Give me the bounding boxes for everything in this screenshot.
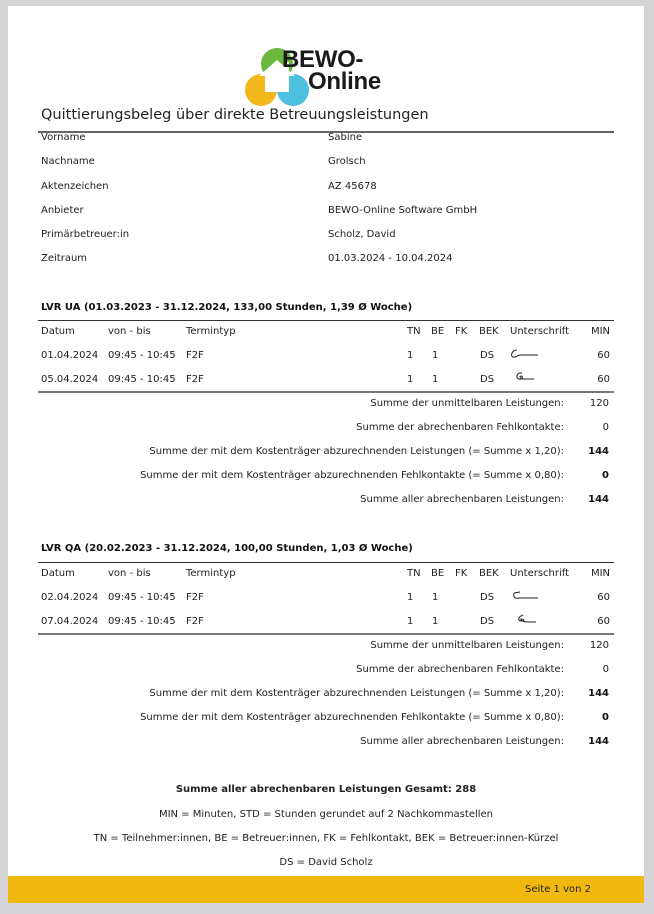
sum-value: 144: [588, 736, 609, 747]
col-termintyp: Termintyp: [186, 568, 236, 579]
sum-label: Summe der abrechenbaren Fehlkontakte:: [356, 422, 564, 433]
cell-be: 1: [432, 592, 439, 603]
sum-label: Summe der mit dem Kostenträger abzurechnenden Leistungen (= Summe x 1,20):: [149, 688, 564, 699]
info-label-zeitraum: Zeitraum: [41, 253, 88, 264]
cell-tn: 1: [407, 350, 414, 361]
cell-min: 60: [597, 350, 610, 361]
col-datum: Datum: [41, 326, 75, 337]
sum-label: Summe aller abrechenbaren Leistungen:: [360, 736, 564, 747]
col-bek: BEK: [479, 326, 499, 337]
logo-line1: BEWO-: [282, 46, 364, 73]
cell-bek: DS: [480, 374, 495, 385]
info-label-nachname: Nachname: [41, 156, 95, 167]
col-termintyp: Termintyp: [186, 326, 236, 337]
cell-bek: DS: [480, 616, 495, 627]
sum-label: Summe der unmittelbaren Leistungen:: [370, 640, 564, 651]
sum-value: 0: [602, 470, 609, 481]
info-value-nachname: Grolsch: [328, 156, 366, 167]
sum-label: Summe der unmittelbaren Leistungen:: [370, 398, 564, 409]
cell-von-bis: 09:45 - 10:45: [108, 592, 176, 603]
sum-value: 0: [602, 422, 609, 433]
cell-min: 60: [597, 616, 610, 627]
sum-value: 144: [588, 494, 609, 505]
col-be: BE: [431, 568, 445, 579]
cell-von-bis: 09:45 - 10:45: [108, 374, 176, 385]
cell-von-bis: 09:45 - 10:45: [108, 350, 176, 361]
col-fk: FK: [455, 568, 468, 579]
sum-value: 144: [588, 446, 609, 457]
signature-image: [512, 370, 548, 384]
info-value-vorname: Sabine: [328, 132, 363, 143]
sum-value: 0: [602, 664, 609, 675]
cell-datum: 05.04.2024: [41, 374, 99, 385]
info-value-primaerbetreuer: Scholz, David: [328, 229, 396, 240]
sum-value: 120: [589, 398, 609, 409]
signature-image: [514, 612, 550, 626]
cell-datum: 02.04.2024: [41, 592, 99, 603]
logo-wordmark: [282, 46, 381, 95]
col-tn: TN: [407, 326, 421, 337]
col-min: MIN: [590, 326, 610, 337]
col-von-bis: von - bis: [108, 326, 151, 337]
logo-line2: Online: [308, 68, 381, 95]
cell-datum: 07.04.2024: [41, 616, 99, 627]
info-value-anbieter: BEWO-Online Software GmbH: [328, 205, 478, 216]
cell-be: 1: [432, 374, 439, 385]
info-label-aktenzeichen: Aktenzeichen: [41, 181, 109, 192]
col-unterschrift: Unterschrift: [510, 568, 570, 579]
cell-von-bis: 09:45 - 10:45: [108, 616, 176, 627]
cell-termintyp: F2F: [186, 616, 204, 627]
page-footer: [8, 876, 644, 903]
signature-image: [508, 347, 544, 361]
cell-be: 1: [432, 616, 439, 627]
cell-min: 60: [597, 592, 610, 603]
sum-value: 144: [588, 688, 609, 699]
sum-value: 120: [589, 640, 609, 651]
cell-bek: DS: [480, 592, 495, 603]
grand-total: Summe aller abrechenbaren Leistungen Gesamt: 288: [175, 784, 477, 795]
info-value-zeitraum: 01.03.2024 - 10.04.2024: [328, 253, 453, 264]
legend-line-3: DS = David Scholz: [279, 857, 373, 868]
sum-label: Summe aller abrechenbaren Leistungen:: [360, 494, 564, 505]
sum-label: Summe der mit dem Kostenträger abzurechnenden Leistungen (= Summe x 1,20):: [149, 446, 564, 457]
col-datum: Datum: [41, 568, 75, 579]
cell-tn: 1: [407, 592, 414, 603]
col-bek: BEK: [479, 568, 499, 579]
section-title: LVR UA (01.03.2023 - 31.12.2024, 133,00 Stunden, 1,39 Ø Woche): [41, 302, 413, 313]
col-unterschrift: Unterschrift: [510, 326, 570, 337]
cell-min: 60: [597, 374, 610, 385]
cell-datum: 01.04.2024: [41, 350, 99, 361]
info-label-anbieter: Anbieter: [41, 205, 84, 216]
sum-value: 0: [602, 712, 609, 723]
info-value-aktenzeichen: AZ 45678: [328, 181, 377, 192]
table-bottom-divider: [38, 391, 614, 393]
sum-label: Summe der mit dem Kostenträger abzurechnenden Fehlkontakte (= Summe x 0,80):: [140, 470, 564, 481]
document-title: Quittierungsbeleg über direkte Betreuungsleistungen: [41, 107, 429, 123]
sum-label: Summe der mit dem Kostenträger abzurechnenden Fehlkontakte (= Summe x 0,80):: [140, 712, 564, 723]
legend-line-1: MIN = Minuten, STD = Stunden gerundet auf 2 Nachkommastellen: [158, 809, 494, 820]
page-number: Seite 1 von 2: [525, 884, 591, 895]
section-divider: [38, 562, 614, 563]
col-tn: TN: [407, 568, 421, 579]
cell-bek: DS: [480, 350, 495, 361]
section-divider: [38, 320, 614, 321]
section-title: LVR QA (20.02.2023 - 31.12.2024, 100,00 Stunden, 1,03 Ø Woche): [41, 543, 413, 554]
col-fk: FK: [455, 326, 468, 337]
cell-be: 1: [432, 350, 439, 361]
legend-line-2: TN = Teilnehmer:innen, BE = Betreuer:innen, FK = Fehlkontakt, BEK = Betreuer:innen-Kürzel: [93, 833, 559, 844]
col-be: BE: [431, 326, 445, 337]
info-label-primaerbetreuer: Primärbetreuer:in: [41, 229, 130, 240]
col-min: MIN: [590, 568, 610, 579]
document-page: [8, 6, 644, 903]
cell-termintyp: F2F: [186, 350, 204, 361]
table-bottom-divider: [38, 633, 614, 635]
signature-image: [510, 589, 546, 603]
title-divider: [38, 131, 614, 133]
cell-termintyp: F2F: [186, 374, 204, 385]
cell-tn: 1: [407, 616, 414, 627]
sum-label: Summe der abrechenbaren Fehlkontakte:: [356, 664, 564, 675]
cell-tn: 1: [407, 374, 414, 385]
col-von-bis: von - bis: [108, 568, 151, 579]
cell-termintyp: F2F: [186, 592, 204, 603]
info-label-vorname: Vorname: [41, 132, 86, 143]
